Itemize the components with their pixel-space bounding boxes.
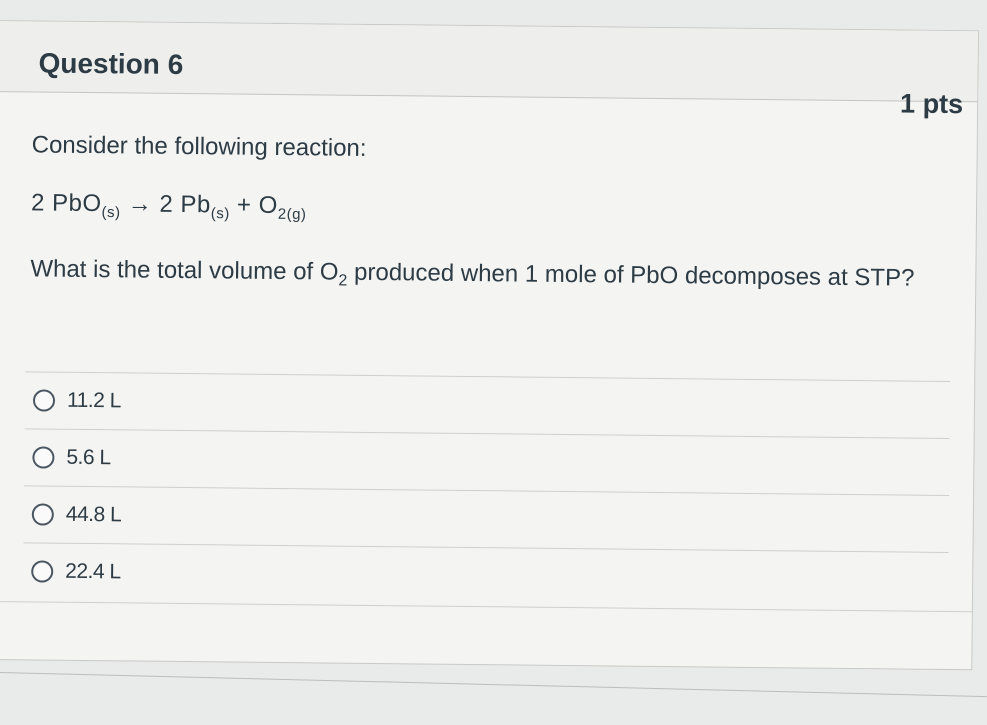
radio-button-icon[interactable]	[32, 446, 54, 468]
reactant: 2 PbO	[30, 189, 102, 218]
answer-label[interactable]: 22.4 L	[65, 559, 121, 584]
reactant-state: (s)	[101, 203, 121, 222]
product-2: O	[258, 191, 279, 219]
product-2-state: 2(g)	[277, 205, 307, 224]
question-text-part1: What is the total volume of O	[30, 255, 339, 286]
question-text-subscript: 2	[338, 272, 348, 290]
question-points: 1 pts	[899, 88, 964, 120]
question-header	[0, 21, 978, 120]
question-body	[30, 131, 957, 304]
answer-label[interactable]: 11.2 L	[66, 388, 121, 413]
page-divider	[0, 672, 987, 697]
answer-label[interactable]: 44.8 L	[65, 502, 122, 527]
question-text-part2: produced when 1 mole of PbO decomposes at STP?	[347, 258, 915, 292]
question-text	[30, 252, 935, 304]
radio-button-icon[interactable]	[32, 503, 54, 525]
plus-sign: +	[229, 191, 259, 219]
question-title: Question 6	[38, 47, 184, 80]
radio-button-icon[interactable]	[31, 560, 53, 582]
answer-option[interactable]	[23, 542, 949, 609]
radio-button-icon[interactable]	[33, 389, 55, 411]
answer-option[interactable]	[24, 485, 950, 552]
answer-list	[23, 371, 950, 609]
question-card	[0, 20, 979, 670]
question-prompt: Consider the following reaction:	[31, 131, 367, 162]
product-1-state: (s)	[210, 205, 230, 223]
reaction-arrow: →	[120, 190, 160, 218]
answer-option[interactable]	[24, 428, 950, 495]
product-1: 2 Pb	[159, 190, 211, 219]
reaction-equation	[31, 189, 956, 229]
answer-label[interactable]: 5.6 L	[66, 445, 111, 470]
answer-option[interactable]	[25, 371, 951, 438]
